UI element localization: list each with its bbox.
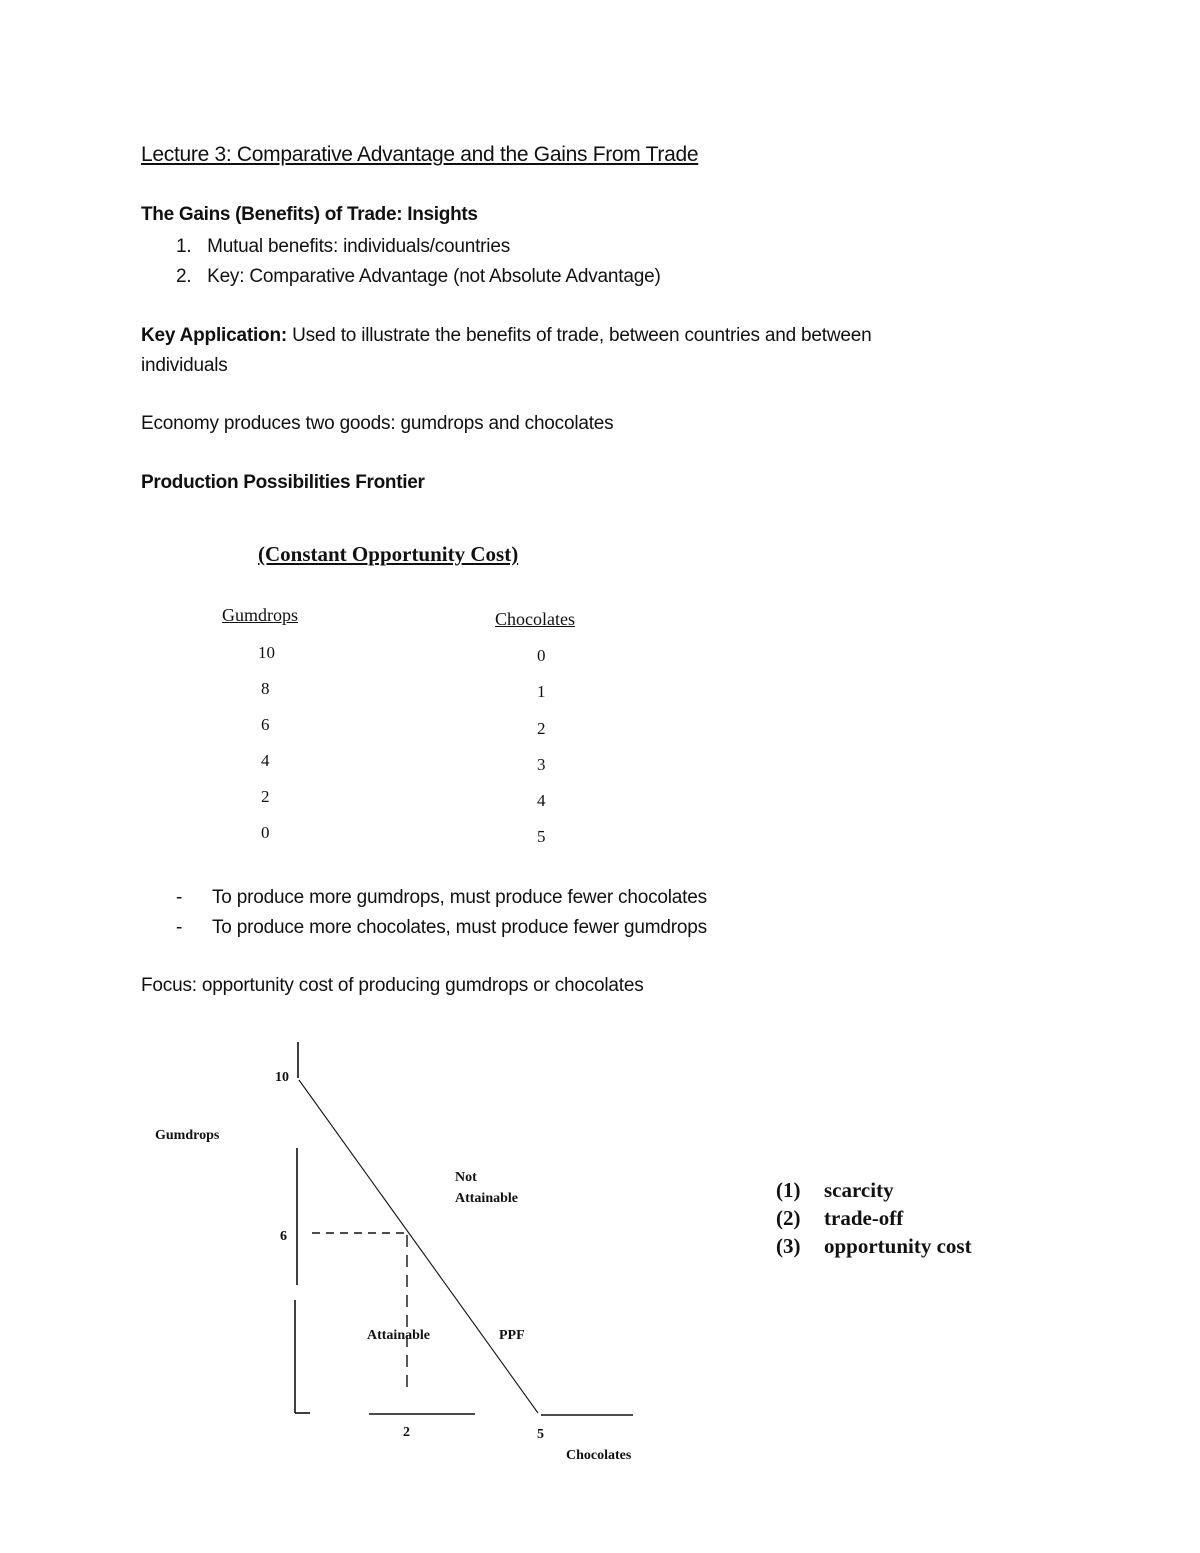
key-application-label: Key Application:: [141, 325, 287, 346]
insight-text: Mutual benefits: individuals/countries: [207, 236, 510, 257]
concept-number: (3): [776, 1234, 801, 1258]
insight-number: 2.: [176, 266, 192, 287]
focus-text: Focus: opportunity cost of producing gumdrops or chocolates: [141, 975, 644, 996]
y-tick-10: 10: [275, 1070, 289, 1085]
concept-item: [776, 1232, 972, 1260]
concept-text: opportunity cost: [824, 1234, 972, 1258]
table-cell-chocolates: 0: [537, 646, 546, 665]
dash-bullet-icon: -: [176, 917, 183, 938]
y-axis-label: Gumdrops: [155, 1128, 220, 1143]
table-cell-chocolates: 4: [537, 791, 546, 810]
key-application-continuation: individuals: [141, 355, 228, 376]
economy-text: Economy produces two goods: gumdrops and chocolates: [141, 413, 614, 434]
x-tick-5: 5: [537, 1427, 544, 1442]
concept-item: [776, 1176, 972, 1204]
concepts-list: [776, 1176, 972, 1260]
table-cell-gumdrops: 10: [258, 643, 275, 662]
gains-heading: The Gains (Benefits) of Trade: Insights: [141, 204, 478, 225]
ppf-label: PPF: [499, 1328, 525, 1343]
x-tick-2: 2: [403, 1425, 410, 1440]
table-cell-gumdrops: 0: [261, 823, 270, 842]
concept-text: trade-off: [824, 1206, 904, 1230]
tradeoff-text: To produce more chocolates, must produce fewer gumdrops: [212, 917, 707, 938]
tradeoff-text: To produce more gumdrops, must produce fewer chocolates: [212, 887, 707, 908]
column-header-gumdrops: Gumdrops: [222, 605, 298, 625]
ppf-heading: Production Possibilities Frontier: [141, 472, 425, 493]
concept-number: (2): [776, 1206, 801, 1230]
concept-text: scarcity: [824, 1178, 894, 1202]
table-cell-gumdrops: 6: [261, 715, 270, 734]
attainable-label: Attainable: [367, 1328, 430, 1343]
table-cell-gumdrops: 2: [261, 787, 270, 806]
insight-number: 1.: [176, 236, 192, 257]
table-cell-chocolates: 5: [537, 827, 546, 846]
table-cell-gumdrops: 8: [261, 679, 270, 698]
not-attainable-label-line1: Not: [455, 1170, 477, 1185]
y-tick-6: 6: [280, 1229, 287, 1244]
table-title-text: (Constant Opportunity Cost): [258, 542, 519, 566]
x-axis-label: Chocolates: [566, 1448, 632, 1463]
insight-text: Key: Comparative Advantage (not Absolute Advantage): [207, 266, 661, 287]
column-header-chocolates: Chocolates: [495, 609, 575, 629]
table-cell-chocolates: 3: [537, 755, 546, 774]
table-cell-chocolates: 1: [537, 682, 546, 701]
not-attainable-label-line2: Attainable: [455, 1191, 518, 1206]
concept-number: (1): [776, 1178, 801, 1202]
table-cell-chocolates: 2: [537, 719, 546, 738]
concept-item: [776, 1204, 972, 1232]
key-application-text: Used to illustrate the benefits of trade, between countries and between: [287, 325, 872, 346]
table-cell-gumdrops: 4: [261, 751, 270, 770]
document-title: Lecture 3: Comparative Advantage and the Gains From Trade: [141, 143, 699, 166]
dash-bullet-icon: -: [176, 887, 183, 908]
